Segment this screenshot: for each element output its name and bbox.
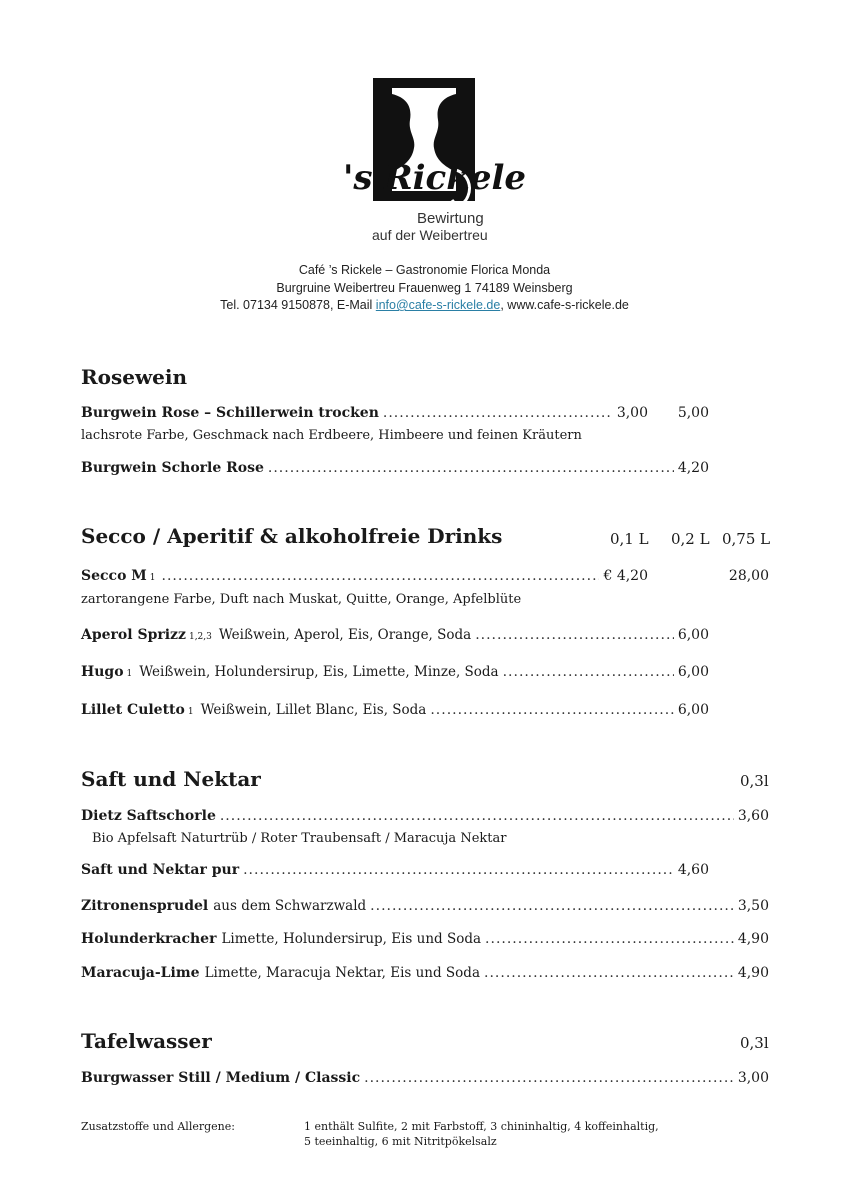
item-price: 6,00: [677, 702, 709, 718]
allergen-label: Zusatzstoffe und Allergene:: [81, 1120, 235, 1133]
allergen-line-1: 1 enthält Sulfite, 2 mit Farbstoff, 3 chininhaltig, 4 koffeinhaltig,: [304, 1120, 659, 1133]
column-header-0-2l: 0,2 L: [671, 530, 710, 548]
item-inline-description: Limette, Holundersirup, Eis und Soda: [221, 931, 482, 947]
contact-block: [0, 262, 849, 315]
leader-dots: [485, 931, 734, 947]
item-price-large: 5,00: [677, 405, 709, 421]
leader-dots: [162, 568, 600, 584]
item-price: 4,90: [737, 931, 769, 947]
item-name: Maracuja-Lime: [81, 965, 200, 981]
allergen-marker: 1: [126, 669, 133, 679]
section-title-secco: Secco / Aperitif & alkoholfreie Drinks: [81, 524, 503, 548]
menu-item: [81, 405, 648, 421]
item-name: Zitronensprudel: [81, 898, 209, 914]
item-price-bottle: 28,00: [728, 568, 769, 584]
leader-dots: [364, 1070, 734, 1086]
contact-line-1: Café ’s Rickele – Gastronomie Florica Monda: [298, 263, 551, 277]
item-price: € 4,20: [603, 568, 648, 584]
item-description: Bio Apfelsaft Naturtrüb / Roter Traubensaft / Maracuja Nektar: [92, 831, 507, 846]
leader-dots: [475, 627, 674, 643]
menu-item: [81, 862, 709, 878]
leader-dots: [370, 898, 734, 914]
item-price: 4,90: [737, 965, 769, 981]
menu-item: [81, 931, 769, 947]
allergen-marker: 1,2,3: [188, 632, 212, 642]
leader-dots: [383, 405, 613, 421]
menu-item: [81, 808, 769, 824]
leader-dots: [430, 702, 673, 718]
leader-dots: [503, 664, 674, 680]
item-price: 3,50: [737, 898, 769, 914]
allergen-line-2: 5 teeinhaltig, 6 mit Nitritpökelsalz: [304, 1135, 497, 1148]
item-inline-description: Weißwein, Holundersirup, Eis, Limette, Minze, Soda: [139, 664, 499, 680]
column-header-0-1l: 0,1 L: [610, 530, 649, 548]
menu-item: [81, 898, 769, 914]
contact-phone: Tel. 07134 9150878, E-Mail: [220, 298, 376, 312]
email-link[interactable]: info@cafe-s-rickele.de: [375, 298, 501, 312]
menu-item: [81, 664, 709, 680]
menu-item: [81, 702, 709, 718]
item-inline-description: aus dem Schwarzwald: [213, 898, 367, 914]
item-name: Lillet Culetto: [81, 702, 185, 718]
item-name: Holunderkracher: [81, 931, 217, 947]
item-price: 4,60: [677, 862, 709, 878]
column-header-0-3l: 0,3l: [740, 772, 769, 790]
item-name: Dietz Saftschorle: [81, 808, 216, 824]
item-name: Burgwasser Still / Medium / Classic: [81, 1070, 361, 1086]
item-name: Hugo: [81, 664, 124, 680]
leader-dots: [220, 808, 734, 824]
item-name: Burgwein Rose – Schillerwein trocken: [81, 405, 379, 421]
allergen-marker: 1: [149, 573, 156, 583]
logo-name: 's Rickele: [343, 158, 526, 198]
leader-dots: [484, 965, 734, 981]
menu-item: [81, 568, 648, 584]
menu-item: [81, 627, 709, 643]
item-price: 3,00: [616, 405, 648, 421]
item-price: 6,00: [677, 664, 709, 680]
section-title-saft: Saft und Nektar: [81, 767, 261, 791]
item-name: Secco M: [81, 568, 147, 584]
section-title-tafelwasser: Tafelwasser: [81, 1029, 212, 1053]
item-inline-description: Weißwein, Lillet Blanc, Eis, Soda: [200, 702, 427, 718]
allergen-marker: 1: [187, 707, 194, 717]
leader-dots: [243, 862, 674, 878]
item-name: Saft und Nektar pur: [81, 862, 240, 878]
contact-line-3: [0, 297, 849, 315]
website-text: , www.cafe-s-rickele.de: [500, 298, 629, 312]
item-price: 6,00: [677, 627, 709, 643]
menu-item: [81, 965, 769, 981]
column-header-0-3l: 0,3l: [740, 1034, 769, 1052]
item-inline-description: Limette, Maracuja Nektar, Eis und Soda: [204, 965, 481, 981]
item-description: zartorangene Farbe, Duft nach Muskat, Quitte, Orange, Apfelblüte: [81, 592, 522, 607]
item-inline-description: Weißwein, Aperol, Eis, Orange, Soda: [218, 627, 472, 643]
section-title-rosewein: Rosewein: [81, 365, 188, 389]
logo-subtitle-1: Bewirtung: [417, 210, 484, 227]
item-name: Burgwein Schorle Rose: [81, 460, 264, 476]
item-price: 4,20: [677, 460, 709, 476]
item-price: 3,00: [737, 1070, 769, 1086]
menu-item: [81, 1070, 769, 1086]
item-name: Aperol Sprizz: [81, 627, 186, 643]
leader-dots: [268, 460, 674, 476]
item-price: 3,60: [737, 808, 769, 824]
menu-item: [81, 460, 709, 476]
contact-line-2: Burgruine Weibertreu Frauenweg 1 74189 Weinsberg: [276, 280, 573, 295]
logo-subtitle-2: auf der Weibertreu: [372, 227, 488, 243]
column-header-0-75l: 0,75 L: [722, 530, 771, 548]
item-description: lachsrote Farbe, Geschmack nach Erdbeere, Himbeere und feinen Kräutern: [81, 428, 582, 443]
